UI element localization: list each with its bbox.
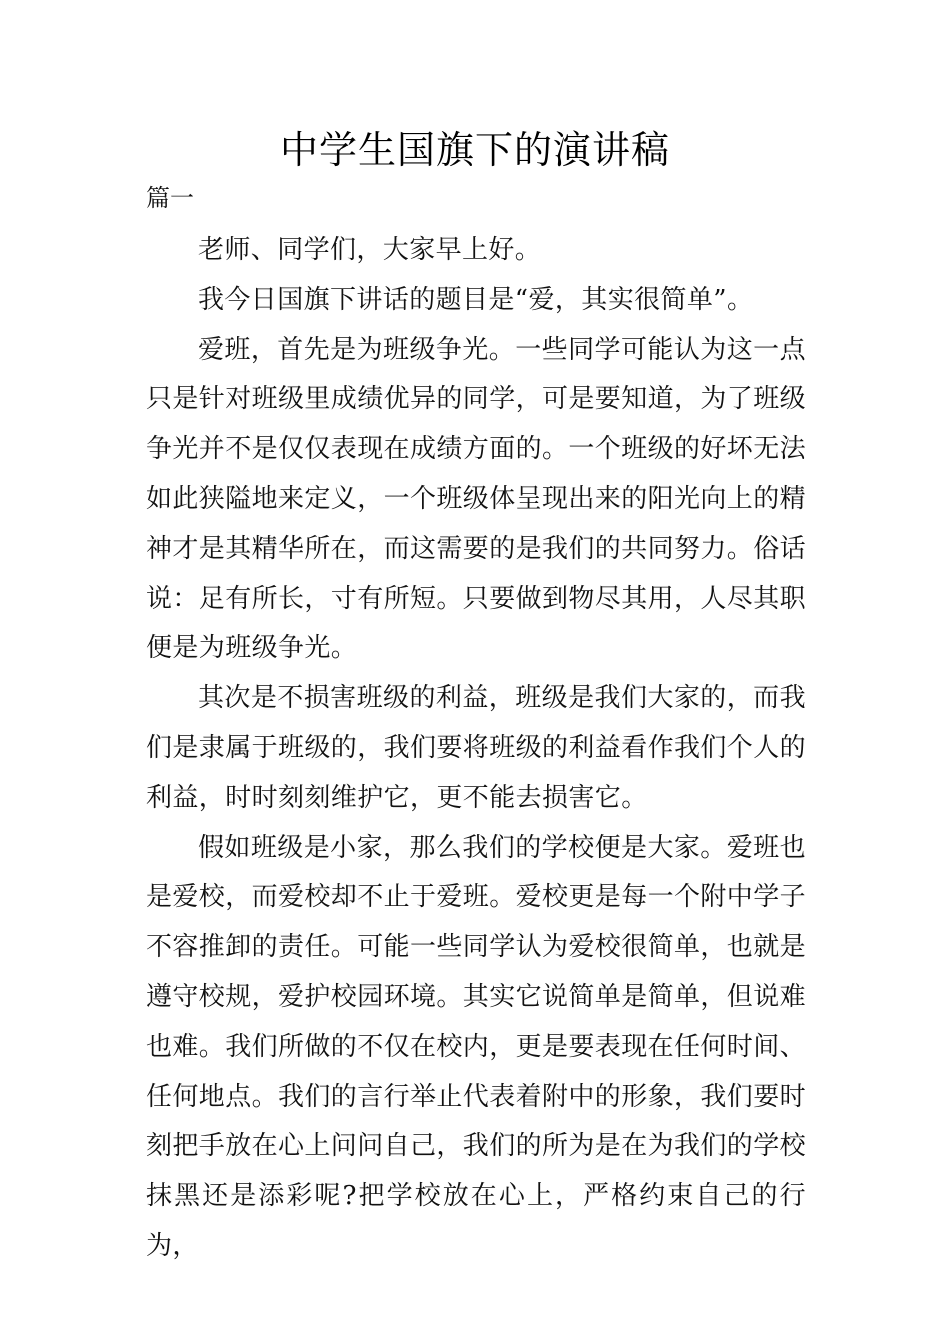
paragraph-greeting: 老师、同学们，大家早上好。 [198, 235, 542, 265]
paragraph-class-honor: 爱班，首先是为班级争光。一些同学可能认为这一点只是针对班级里成绩优异的同学，可是要知道，为了班级争光并不是仅仅表现在成绩方面的。一个班级的好坏无法如此狭隘地来定义，一个班级体呈现出来的阳光向上的精神才是其精华所在，而这需要的是我们的共同努力。俗话说：足有所长，寸有所短。只要做到物尽其用，人尽其职便是为班级争光。 [146, 334, 807, 664]
paragraph-class-interest: 其次是不损害班级的利益，班级是我们大家的，而我们是隶属于班级的，我们要将班级的利益看作我们个人的利益，时时刻刻维护它，更不能去损害它。 [146, 683, 807, 813]
document-title: 中学生国旗下的演讲稿 [279, 128, 670, 172]
section-label: 篇一 [146, 184, 194, 212]
paragraph-topic: 我今日国旗下讲话的题目是“爱，其实很简单”。 [198, 284, 754, 315]
document-body [146, 226, 806, 1272]
paragraph-love-school: 假如班级是小家，那么我们的学校便是大家。爱班也是爱校，而爱校却不止于爱班。爱校更是每一个附中学子不容推卸的责任。可能一些同学认为爱校很简单，也就是遵守校规，爱护校园环境。其实它说简单是简单，但说难也难。我们所做的不仅在校内，更是要表现在任何时间、任何地点。我们的言行举止代表着附中的形象，我们要时刻把手放在心上问问自己，我们的所为是在为我们的学校抹黑还是添彩呢?把学校放在心上，严格约束自己的行为， [146, 832, 807, 1261]
